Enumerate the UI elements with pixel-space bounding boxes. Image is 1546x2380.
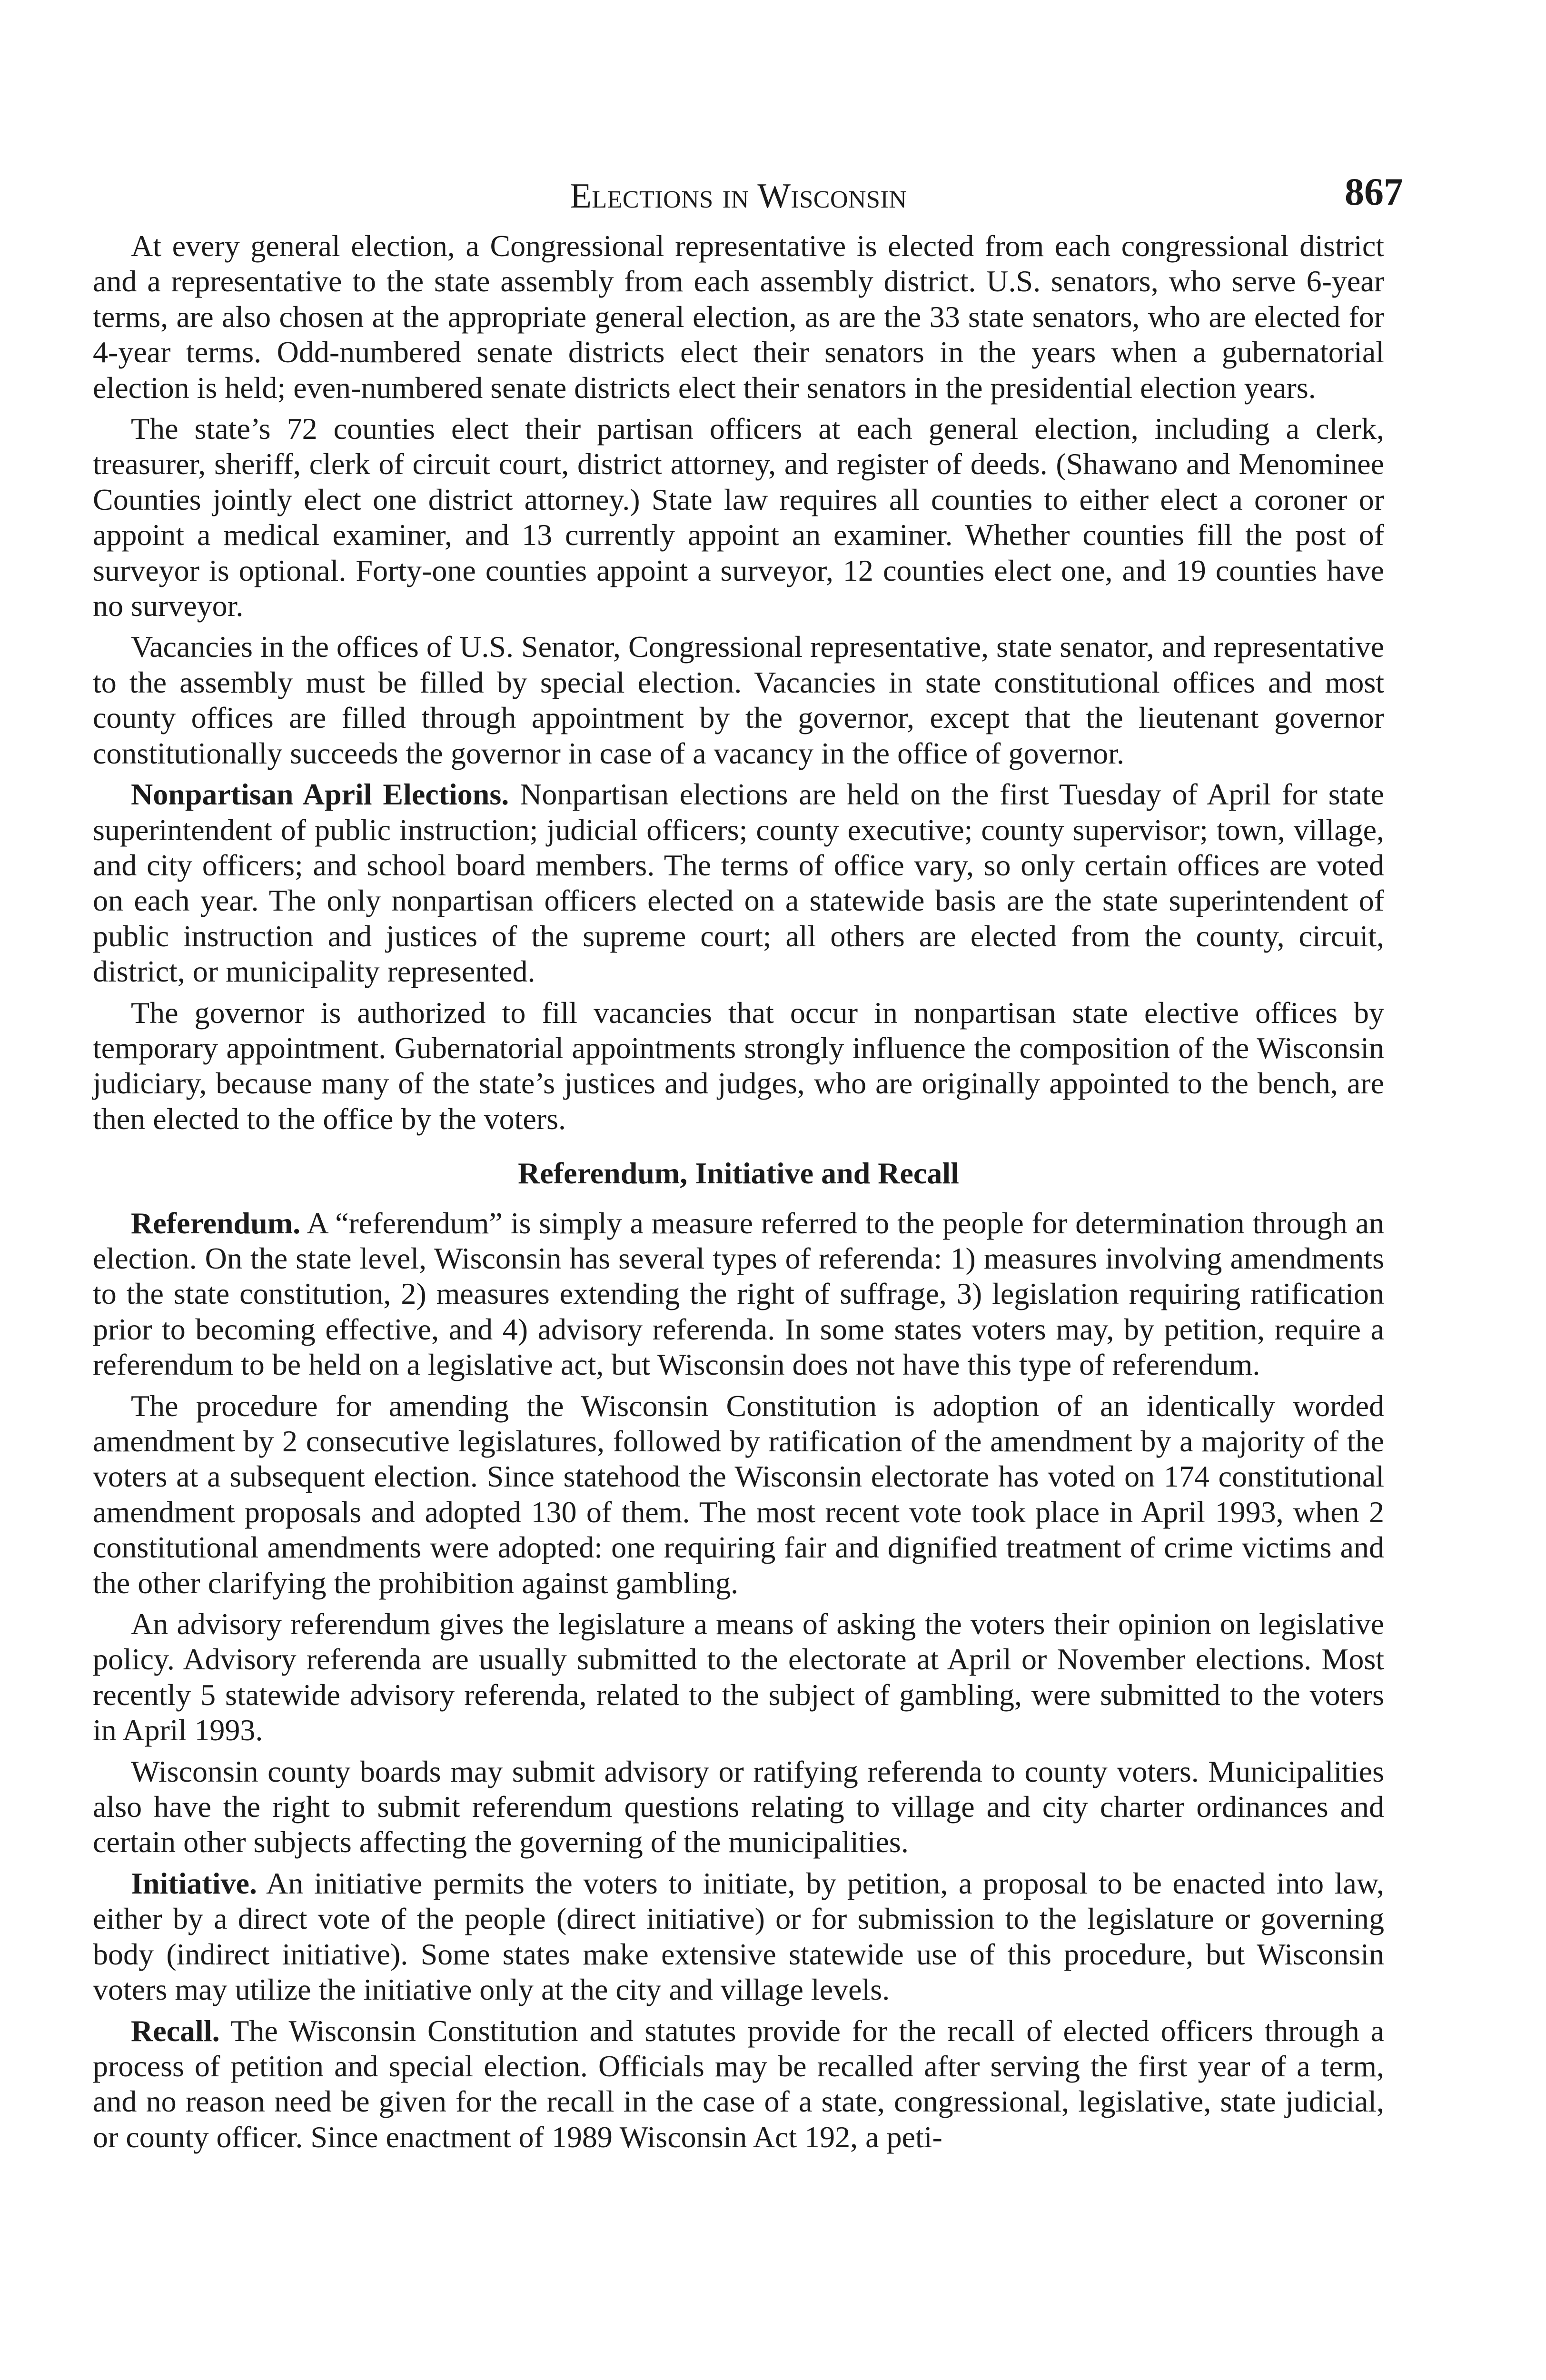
page-number: 867 xyxy=(1345,170,1403,213)
paragraph-text: At every general election, a Congressional representative is elected from each congressional district and a representative to the state assembly from each assembly district. U.S. senators, who serve 6-year terms, are also chosen at the appropriate general election, as are the 33 state senators, who are elected for 4-year terms. Odd-numbered senate districts elect their senators in the years when a gubernatorial election is held; even-numbered senate districts elect their senators in the presidential election years. xyxy=(93,229,1384,405)
paragraph xyxy=(93,777,1384,989)
paragraph-text: A “referendum” is simply a measure referred to the people for determination through an election. On the state level, Wisconsin has several types of referenda: 1) measures involving amendments to the state constitution, 2) measures extending the right of suffrage, 3) legislation requiring ratification prior to becoming effective, and 4) advisory referenda. In some states voters may, by petition, require a referendum to be held on a legislative act, but Wisconsin does not have this type of referendum. xyxy=(93,1206,1384,1382)
section-heading: Referendum, Initiative and Recall xyxy=(518,1156,959,1190)
paragraph-lead: Referendum. xyxy=(131,1206,301,1240)
paragraph-text: Nonpartisan elections are held on the first Tuesday of April for state superintendent of public instruction; judicial officers; county executive; county supervisor; town, village, and city officers; and school board members. The terms of office vary, so only certain offices are voted on each year. The only nonpartisan officers elected on a statewide basis are the state superintendent of public instruction and justices of the supreme court; all others are elected from the county, circuit, district, or municipality represented. xyxy=(93,777,1385,989)
paragraph xyxy=(93,629,1384,771)
paragraph-text: An advisory referendum gives the legislature a means of asking the voters their opinion on legislative policy. Advisory referenda are usually submitted to the electorate at April or November elections. Most recently 5 statewide advisory referenda, related to the subject of gambling, were submitted to the voters in April 1993. xyxy=(93,1607,1384,1747)
paragraph-lead: Initiative. xyxy=(131,1866,257,1900)
paragraph-lead: Nonpartisan April Elections. xyxy=(131,777,509,812)
paragraph-text: The procedure for amending the Wisconsin Constitution is adoption of an identically worded amendment by 2 consecutive legislatures, followed by ratification of the amendment by a majority of the voters at a subsequent election. Since statehood the Wisconsin electorate has voted on 174 constitutional amendment proposals and adopted 130 of them. The most recent vote took place in April 1993, when 2 constitutional amendments were adopted: one requiring fair and dignified treatment of crime victims and the other clarifying the prohibition against gambling. xyxy=(93,1388,1384,1600)
paragraph-text: An initiative permits the voters to initiate, by petition, a proposal to be enacted into law, either by a direct vote of the people (direct initiative) or for submission to the legislature or governing body (indirect initiative). Some states make extensive statewide use of this procedure, but Wisconsin voters may utilize the initiative only at the city and village levels. xyxy=(93,1866,1384,2007)
paragraph xyxy=(93,1606,1384,1748)
paragraph xyxy=(93,1388,1384,1601)
paragraph-text: The governor is authorized to fill vacancies that occur in nonpartisan state elective offices by temporary appointment. Gubernatorial appointments strongly influence the composition of the Wisconsin judiciary, because many of the state’s justices and judges, who are originally appointed to the bench, are then elected to the office by the voters. xyxy=(93,995,1384,1136)
paragraph xyxy=(93,1866,1384,2008)
paragraph xyxy=(93,995,1384,1137)
paragraph xyxy=(93,411,1384,624)
running-title xyxy=(93,178,1384,214)
body-text-bottom xyxy=(93,1206,1384,2155)
running-title-text: Elections in Wisconsin xyxy=(570,177,907,216)
paragraph-text: Wisconsin county boards may submit advisory or ratifying referenda to county voters. Municipalities also have the right to submit referendum questions relating to village and city charter ordinances and certain other subjects affecting the governing of the municipalities. xyxy=(93,1754,1384,1859)
paragraph xyxy=(93,228,1384,406)
paragraph-text: The state’s 72 counties elect their partisan officers at each general election, including a clerk, treasurer, sheriff, clerk of circuit court, district attorney, and register of deeds. (Shawano and Menominee Counties jointly elect one district attorney.) State law requires all counties to either elect a coroner or appoint a medical examiner, and 13 currently appoint an examiner. Whether counties fill the post of surveyor is optional. Forty-one counties appoint a surveyor, 12 counties elect one, and 19 counties have no surveyor. xyxy=(93,412,1384,623)
paragraph xyxy=(93,1754,1384,1860)
paragraph-lead: Recall. xyxy=(131,2013,220,2048)
body-text-top xyxy=(93,228,1384,1137)
paragraph xyxy=(93,1206,1384,1383)
running-head xyxy=(93,170,1403,228)
paragraph-text: The Wisconsin Constitution and statutes provide for the recall of elected officers through a process of petition and special election. Officials may be recalled after serving the first year of a term, and no reason need be given for the recall in the case of a state, congressional, legislative, state judicial, or county officer. Since enactment of 1989 Wisconsin Act 192, a peti- xyxy=(93,2013,1384,2154)
paragraph-text: Vacancies in the offices of U.S. Senator, Congressional representative, state senator, and representative to the assembly must be filled by special election. Vacancies in state constitutional offices and most county offices are filled through appointment by the governor, except that the lieutenant governor constitutionally succeeds the governor in case of a vacancy in the office of governor. xyxy=(93,630,1384,770)
paragraph xyxy=(93,2013,1384,2155)
